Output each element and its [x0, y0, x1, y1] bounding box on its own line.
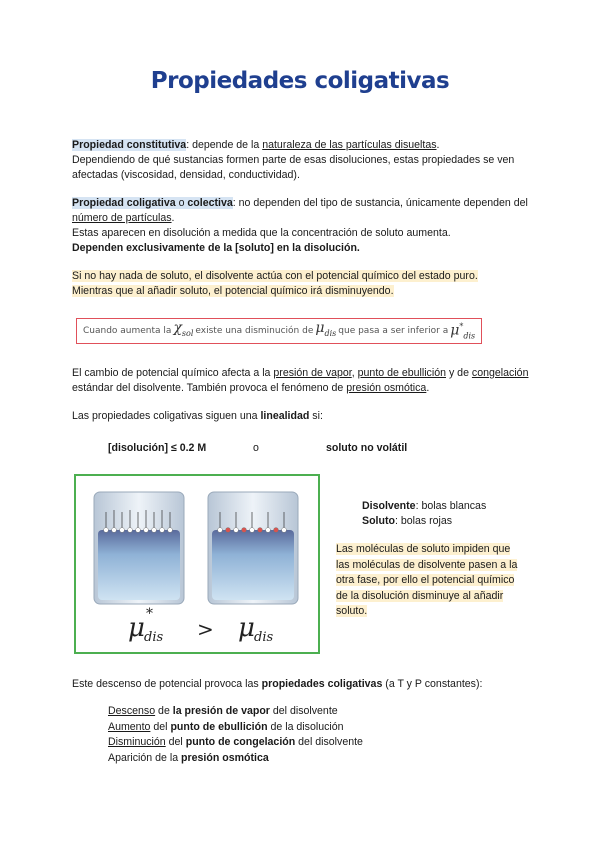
highlight-line-2: Mientras que al añadir soluto, el potencial químico irá disminuyendo. [72, 285, 394, 297]
mu-star-dis-label: μ [128, 613, 145, 643]
effect-connector: Aparición de la [108, 751, 182, 764]
cambio-sep: , [351, 367, 358, 379]
effect-connector: del [150, 720, 171, 733]
effect-connector: del [165, 736, 186, 748]
mu-star-dis-symbol [450, 319, 475, 343]
list-item [108, 704, 363, 720]
highlight-paragraph [72, 269, 532, 299]
mu-star-subscript: dis [463, 331, 476, 341]
effect-target: del disolvente [295, 736, 363, 748]
coligativa-paragraph [72, 196, 532, 256]
linealidad-text-1: Las propiedades coligativas siguen una [72, 410, 261, 422]
beakers-figure [74, 474, 320, 654]
colectiva-term: colectiva [187, 197, 233, 209]
chi-symbol: χ [173, 320, 182, 337]
callout-text-3: que pasa a ser inferior a [338, 325, 449, 336]
solute-note-text: Las moléculas de soluto impiden que las moléculas de disolvente pasen a la otra fase, por ello el potencial químico de la disolución disminuye al añadir soluto. [336, 543, 518, 617]
cambio-text-4: . [426, 382, 430, 394]
constitutiva-period: . [436, 139, 440, 151]
cambio-paragraph [72, 366, 532, 396]
descenso-text-2: (a T y P constantes): [382, 678, 483, 690]
coligativa-period: . [171, 212, 175, 224]
condition-or: o [253, 442, 259, 454]
effects-list [108, 704, 363, 766]
mu-star-label-sup: * [146, 606, 153, 622]
constitutiva-term: Propiedad constitutiva [72, 139, 187, 151]
legend-solvent-term: Disolvente [362, 500, 416, 512]
list-item [108, 751, 363, 767]
mu-dis-label: μ [238, 613, 255, 643]
linealidad-paragraph [72, 409, 532, 424]
greater-than-sign: > [197, 617, 214, 641]
cambio-text-1: El cambio de potencial químico afecta a la [72, 367, 274, 379]
coligativa-line-3: Dependen exclusivamente de la [soluto] en la disolución. [72, 242, 360, 254]
link-presion-vapor: presión de vapor [273, 367, 352, 379]
callout-text-2: existe una disminución de [195, 325, 314, 336]
effect-verb: Aumento [108, 720, 151, 733]
beakers-illustration [76, 476, 318, 652]
descenso-text-1: Este descenso de potencial provoca las [72, 678, 262, 690]
constitutiva-line-2: Dependiendo de qué sustancias formen parte de esas disoluciones, estas propiedades se ven afectadas (viscosidad, densidad, conductividad). [72, 154, 515, 181]
effect-property: punto de ebullición [170, 720, 268, 733]
effect-connector: de [155, 705, 173, 717]
condition-non-volatile: soluto no volátil [326, 442, 408, 454]
mu-label-sub: dis [254, 630, 274, 645]
chi-sol-symbol [173, 321, 193, 341]
legend-solute-term: Soluto [362, 515, 395, 527]
linealidad-text-2: si: [309, 410, 323, 422]
highlight-line-1: Si no hay nada de soluto, el disolvente actúa con el potencial químico del estado puro. [72, 270, 478, 282]
list-item [108, 720, 363, 736]
descenso-bold: propiedades coligativas [261, 678, 383, 690]
legend-solute-text: : bolas rojas [394, 515, 453, 527]
constitutiva-text: : depende de la [186, 139, 263, 151]
coligativa-connector: o [175, 197, 188, 209]
figure-legend [362, 499, 486, 529]
coligativa-underlined: número de partículas [72, 212, 172, 224]
mu-star-label-sub: dis [144, 630, 164, 645]
callout-box [76, 318, 482, 344]
linealidad-bold: linealidad [260, 410, 310, 422]
solute-note [336, 542, 524, 620]
mu-subscript: dis [324, 328, 337, 338]
constitutiva-underlined: naturaleza de las partículas disueltas [262, 139, 437, 151]
link-presion-osmotica: presión osmótica [346, 382, 427, 394]
cambio-text-3: estándar del disolvente. También provoca el fenómeno de [72, 382, 347, 394]
mu-star-sup: * [459, 321, 464, 331]
link-punto-ebullicion: punto de ebullición [357, 367, 446, 379]
list-item [108, 735, 363, 751]
effect-verb: Disminución [108, 736, 166, 748]
beaker-pure-solvent [94, 492, 184, 604]
link-congelacion: congelación [471, 367, 529, 379]
page-title: Propiedades coligativas [150, 68, 450, 94]
descenso-paragraph [72, 677, 532, 692]
coligativa-term: Propiedad coligativa [72, 197, 176, 209]
effect-target: de la disolución [267, 720, 344, 733]
constitutiva-paragraph [72, 138, 532, 183]
mu-dis-symbol [315, 321, 336, 341]
mu-symbol: μ [315, 320, 325, 337]
effect-property: presión osmótica [181, 751, 269, 764]
coligativa-text: : no dependen del tipo de sustancia, únicamente dependen del [232, 197, 528, 209]
callout-text-1: Cuando aumenta la [83, 325, 172, 336]
legend-solvent-text: : bolas blancas [415, 500, 487, 512]
effect-verb: Descenso [108, 705, 156, 717]
mu-star-symbol: μ [450, 322, 460, 339]
effect-target: del disolvente [269, 705, 338, 717]
coligativa-line-2: Estas aparecen en disolución a medida que la concentración de soluto aumenta. [72, 227, 451, 239]
effect-property: punto de congelación [185, 736, 296, 748]
effect-property: la presión de vapor [172, 705, 270, 717]
chi-subscript: sol [181, 328, 194, 338]
condition-concentration: [disolución] ≤ 0.2 M [108, 442, 207, 454]
cambio-text-2: y de [446, 367, 472, 379]
beaker-solution [208, 492, 298, 604]
